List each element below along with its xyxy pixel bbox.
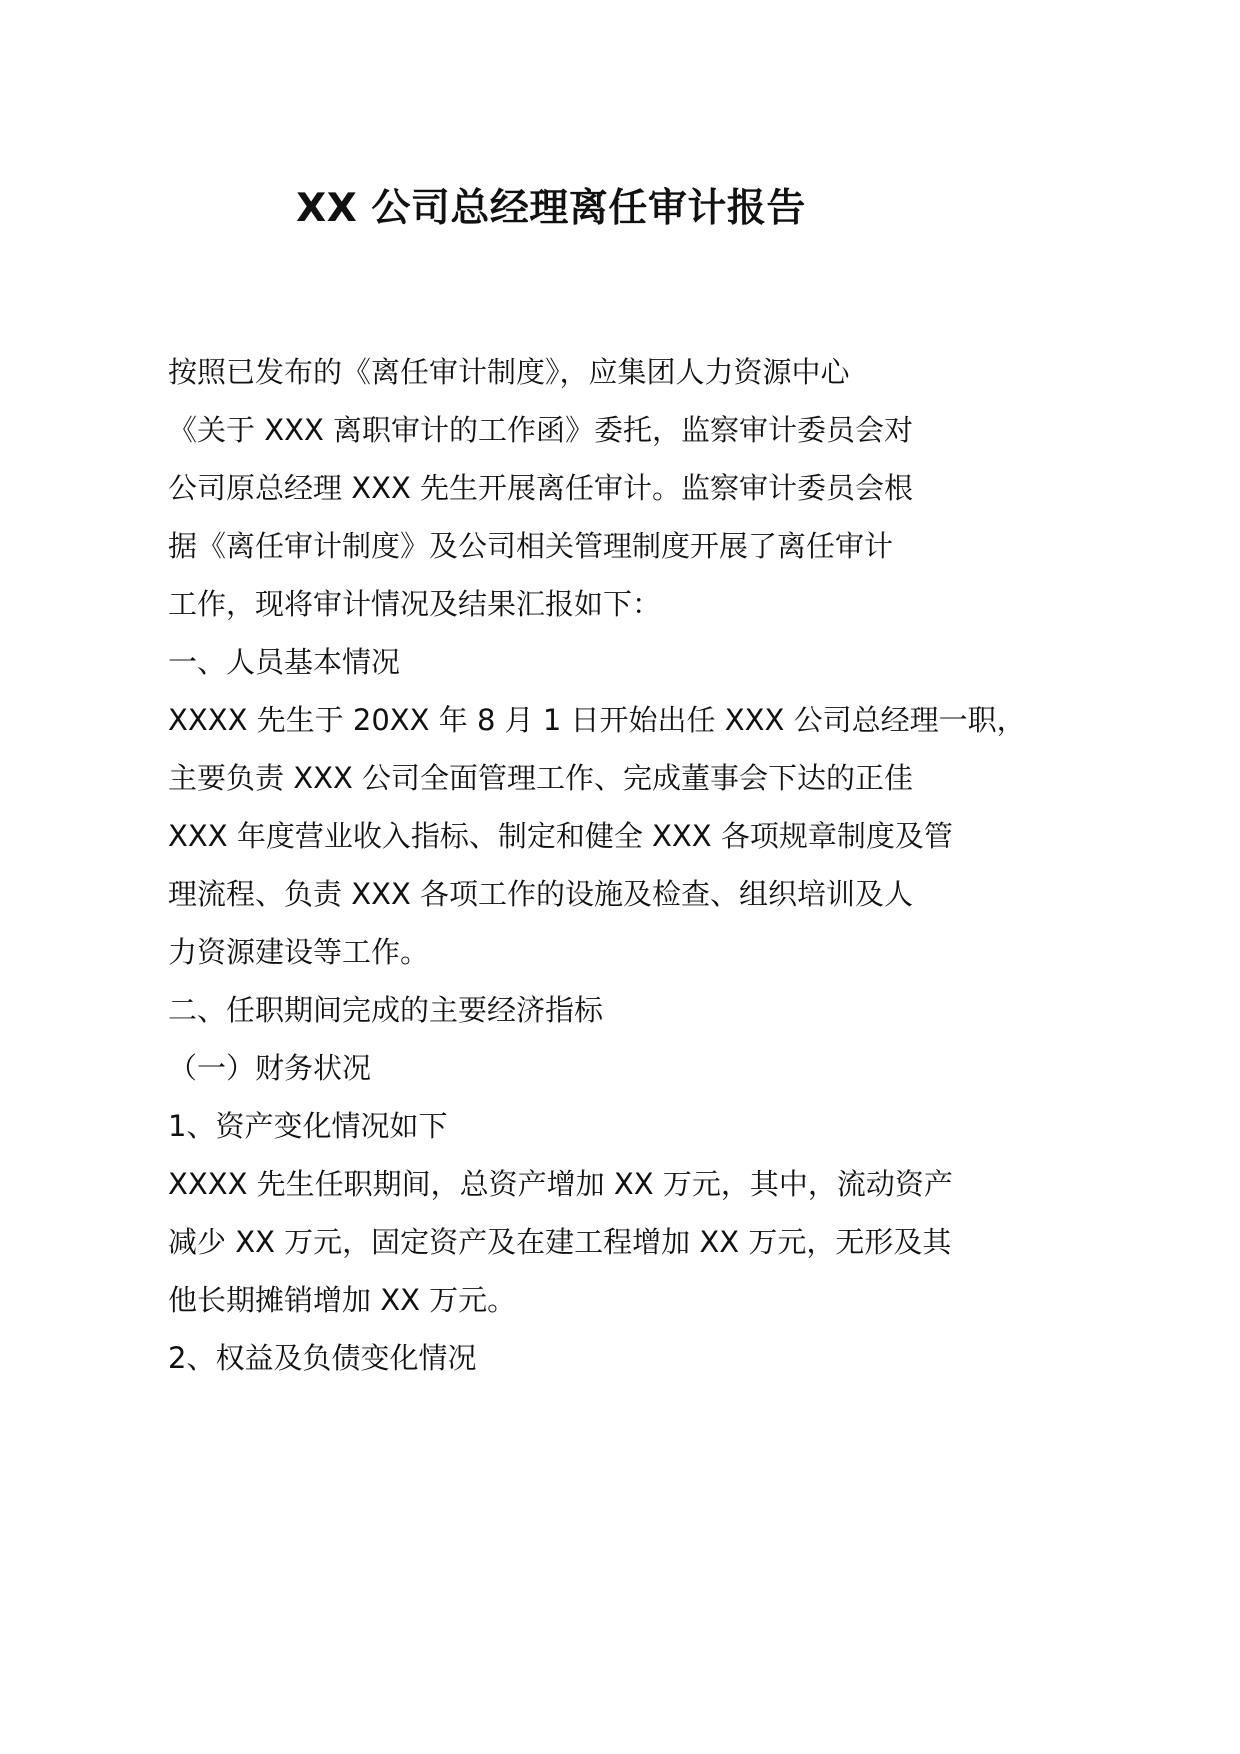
document-title: XX 公司总经理离任审计报告 xyxy=(296,186,806,231)
paragraph-line: 减少 XX 万元，固定资产及在建工程增加 XX 万元，无形及其 xyxy=(168,1225,952,1259)
paragraph-line: 主要负责 XXX 公司全面管理工作、完成董事会下达的正佳 xyxy=(168,761,914,795)
numbered-heading: 1、资产变化情况如下 xyxy=(168,1109,448,1143)
subsection-heading: （一）财务状况 xyxy=(168,1051,372,1085)
paragraph-line: 工作，现将审计情况及结果汇报如下： xyxy=(168,587,662,621)
paragraph-line: 公司原总经理 XXX 先生开展离任审计。监察审计委员会根 xyxy=(168,471,914,505)
paragraph-line: XXXX 先生于 20XX 年 8 月 1 日开始出任 XXX 公司总经理一职， xyxy=(168,703,1026,737)
paragraph-line: 他长期摊销增加 XX 万元。 xyxy=(168,1283,517,1317)
paragraph-line: 理流程、负责 XXX 各项工作的设施及检查、组织培训及人 xyxy=(168,877,914,911)
section-heading: 一、人员基本情况 xyxy=(168,645,401,679)
numbered-heading: 2、权益及负债变化情况 xyxy=(168,1341,477,1375)
paragraph-line: XXXX 先生任职期间，总资产增加 XX 万元，其中，流动资产 xyxy=(168,1167,953,1201)
paragraph-line: 按照已发布的《离任审计制度》，应集团人力资源中心 xyxy=(168,355,850,389)
paragraph-line: 据《离任审计制度》及公司相关管理制度开展了离任审计 xyxy=(168,529,894,563)
paragraph-line: 力资源建设等工作。 xyxy=(168,935,430,969)
section-heading: 二、任职期间完成的主要经济指标 xyxy=(168,993,604,1027)
paragraph-line: 《关于 XXX 离职审计的工作函》委托，监察审计委员会对 xyxy=(168,413,914,447)
paragraph-line: XXX 年度营业收入指标、制定和健全 XXX 各项规章制度及管 xyxy=(168,819,953,853)
